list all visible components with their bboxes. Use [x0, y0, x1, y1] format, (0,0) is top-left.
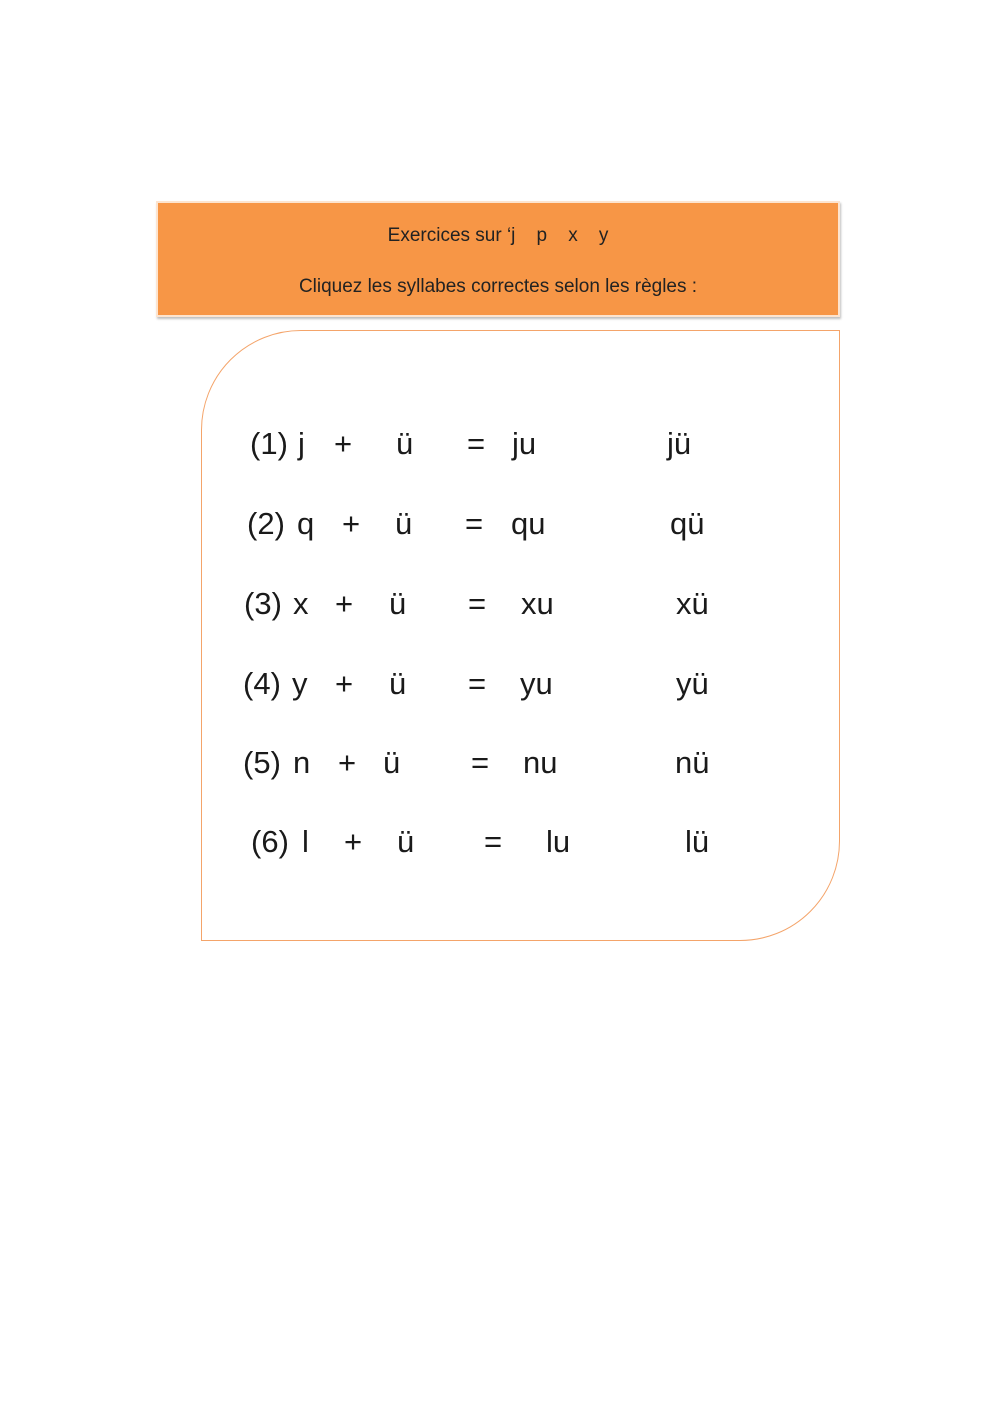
exercise-row-4 [0, 662, 1000, 706]
equals-sign: = [468, 586, 487, 621]
initial-consonant: j [298, 426, 305, 461]
syllable-choice-a[interactable]: ju [512, 426, 537, 461]
header-banner [156, 201, 840, 317]
final-vowel: ü [383, 745, 401, 780]
exercise-row-2 [0, 502, 1000, 546]
final-vowel: ü [389, 586, 407, 621]
syllable-choice-a[interactable]: lu [546, 824, 571, 859]
plus-sign: + [344, 824, 363, 859]
initial-consonant: l [302, 824, 309, 859]
syllable-choice-b[interactable]: jü [667, 426, 692, 461]
exercise-number: (2) [247, 506, 285, 541]
equals-sign: = [471, 745, 490, 780]
exercise-title: Exercices sur ‘j p x y [387, 225, 609, 246]
equals-sign: = [467, 426, 486, 461]
initial-consonant: x [293, 586, 309, 621]
plus-sign: + [342, 506, 361, 541]
final-vowel: ü [397, 824, 415, 859]
plus-sign: + [335, 586, 354, 621]
plus-sign: + [338, 745, 357, 780]
initial-consonant: y [292, 666, 308, 701]
exercise-number: (3) [244, 586, 282, 621]
plus-sign: + [334, 426, 353, 461]
final-vowel: ü [396, 426, 414, 461]
equals-sign: = [468, 666, 487, 701]
syllable-choice-b[interactable]: nü [675, 745, 710, 780]
syllable-choice-a[interactable]: yu [520, 666, 553, 701]
plus-sign: + [335, 666, 354, 701]
syllable-choice-a[interactable]: nu [523, 745, 558, 780]
syllable-choice-b[interactable]: qü [670, 506, 705, 541]
syllable-choice-b[interactable]: yü [676, 666, 709, 701]
exercise-number: (1) [250, 426, 288, 461]
syllable-choice-b[interactable]: lü [685, 824, 710, 859]
equals-sign: = [465, 506, 484, 541]
exercise-number: (4) [243, 666, 281, 701]
exercise-row-3 [0, 582, 1000, 626]
final-vowel: ü [389, 666, 407, 701]
syllable-choice-b[interactable]: xü [676, 586, 709, 621]
exercise-number: (5) [243, 745, 281, 780]
exercise-row-6 [0, 820, 1000, 864]
exercise-row-1 [0, 422, 1000, 466]
syllable-choice-a[interactable]: xu [521, 586, 554, 621]
final-vowel: ü [395, 506, 413, 541]
exercise-number: (6) [251, 824, 289, 859]
syllable-choice-a[interactable]: qu [511, 506, 546, 541]
exercise-instruction: Cliquez les syllabes correctes selon les règles : [298, 276, 698, 297]
initial-consonant: n [293, 745, 311, 780]
initial-consonant: q [297, 506, 315, 541]
equals-sign: = [484, 824, 503, 859]
exercise-row-5 [0, 741, 1000, 785]
